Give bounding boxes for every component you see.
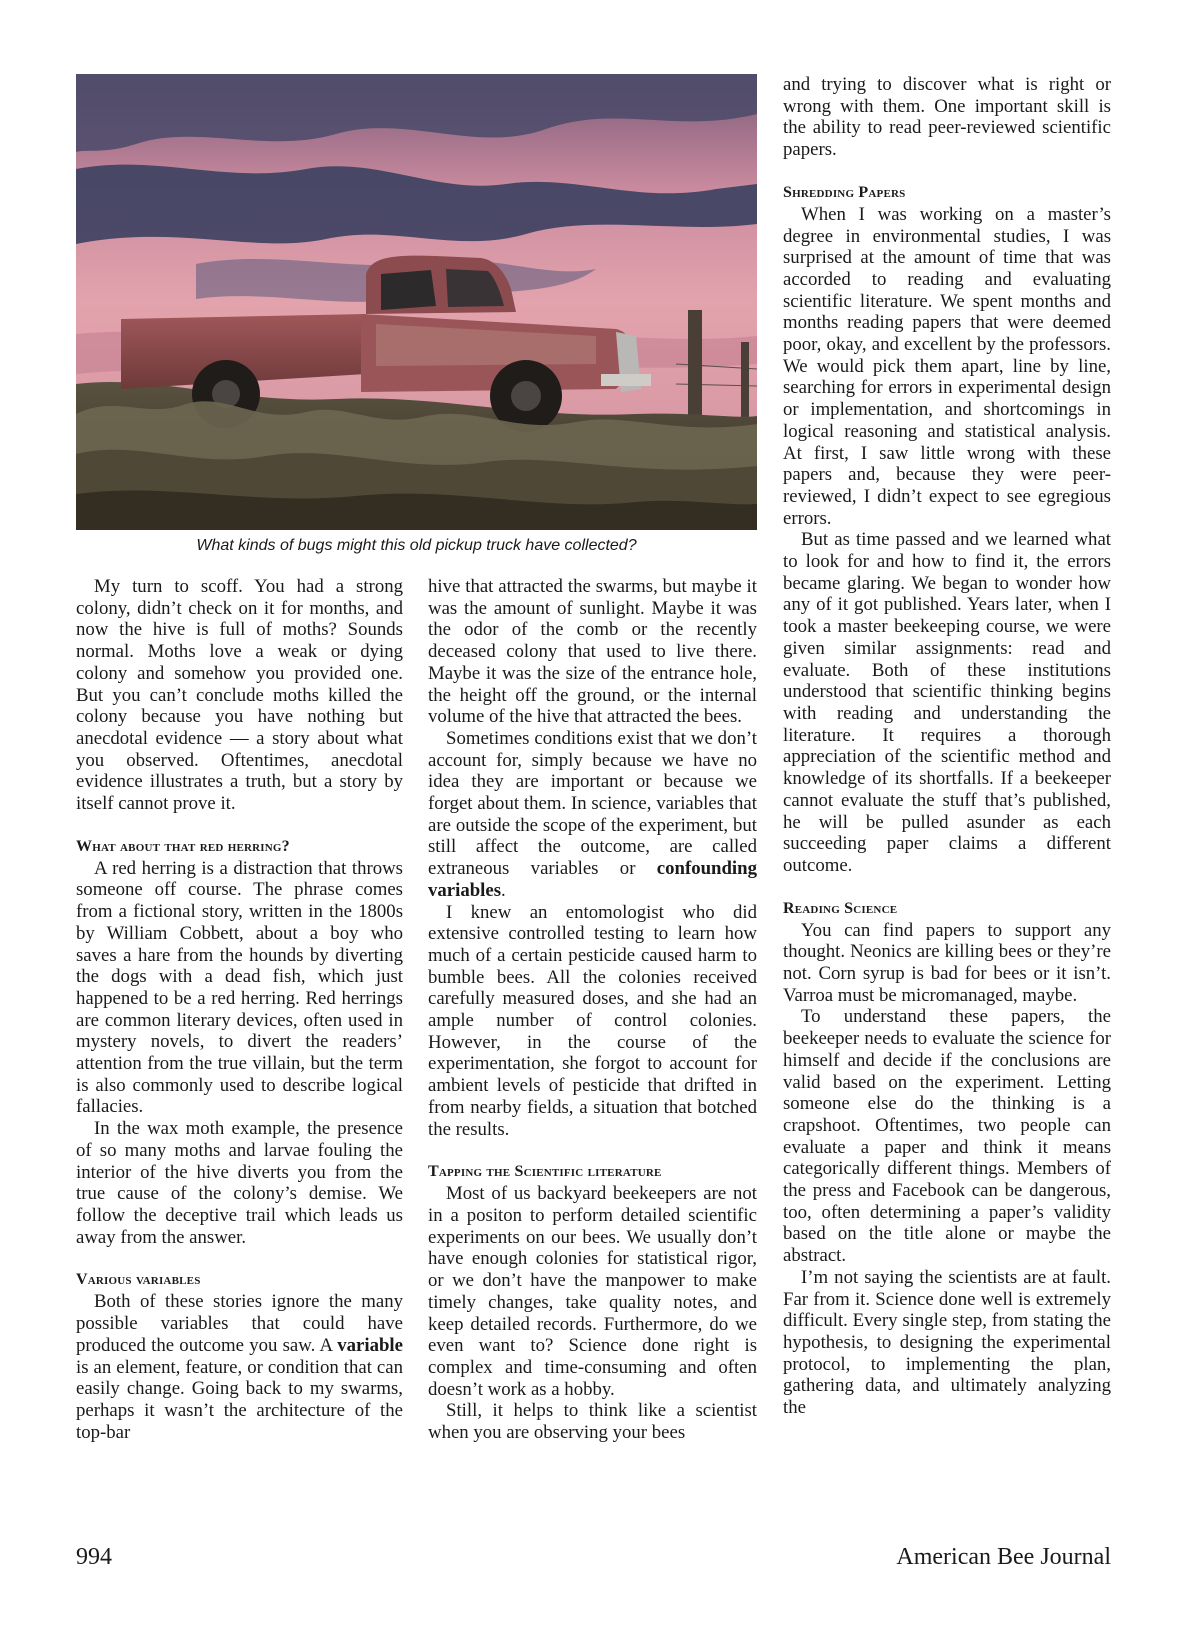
bold-term: variable	[337, 1334, 403, 1356]
bold-term: confounding variables	[428, 858, 757, 901]
paragraph: A red herring is a distraction that throws someone off course. The phrase comes from a fictional story, written in the 1800s by William Cobbett, about a boy who saves a hare from the hounds by diverting the dogs with a dead fish, which just happened to be a red herring. Red herrings are common literary devices, often used in mystery novels, to divert the readers’ attention from the true villain, but the term is also commonly used to describe logical fallacies.	[76, 857, 403, 1118]
section-heading: Reading Science	[783, 899, 898, 917]
section-heading: Shredding Papers	[783, 183, 906, 201]
paragraph: My turn to scoff. You had a strong colony, didn’t check on it for months, and now the hive is full of moths? Sounds normal. Moths love a weak or dying colony and somehow you provided one. But you can’t conclude moths killed the colony because you have nothing but anecdotal evidence — a story about what you observed. Oftentimes, anecdotal evidence illustrates a truth, but a story by itself cannot prove it.	[76, 576, 403, 815]
text-run: Sometimes conditions exist that we don’t account for, simply because we have no idea they are important or because we forget about them. In science, variables that are outside the scope of the experiment, but still affect the outcome, are called extraneous variables or	[428, 727, 757, 880]
text-run: is an element, feature, or condition that can easily change. Going back to my swarms, perhaps it wasn’t the architecture of the top-bar	[76, 1356, 403, 1443]
section-heading: Various variables	[76, 1271, 201, 1289]
text-run: Both of these stories ignore the many possible variables that could have produced the outcome you saw. A	[76, 1291, 403, 1356]
truck-photo	[76, 74, 757, 530]
paragraph: I’m not saying the scientists are at fault. Far from it. Science done well is extremely difficult. Every single step, from stating the hypothesis, to designing the experimental protocol, to implementing the plan, gathering data, and ultimately analyzing the	[783, 1266, 1111, 1419]
section-heading: What about that red herring?	[76, 837, 290, 855]
paragraph: hive that attracted the swarms, but maybe it was the amount of sunlight. Maybe it was the odor of the comb or the recently deceased colony that used to live there. Maybe it was the size of the entrance hole, the height off the ground, or the internal volume of the hive that attracted the bees.	[428, 576, 757, 728]
paragraph: I knew an entomologist who did extensive controlled testing to learn how much of a certain pesticide caused harm to bumble bees. All the colonies received carefully measured doses, and she had an ample number of control colonies. However, in the course of the experimentation, she forgot to account for ambient levels of pesticide that drifted in from nearby fields, a situation that botched the results.	[428, 901, 757, 1140]
paragraph	[76, 1291, 403, 1443]
paragraph: You can find papers to support any thought. Neonics are killing bees or they’re not. Corn syrup is bad for bees or it isn’t. Varroa must be micromanaged, maybe.	[783, 919, 1111, 1006]
journal-name: American Bee Journal	[896, 1544, 1111, 1570]
column-3	[783, 74, 1111, 1419]
paragraph	[428, 728, 757, 902]
paragraph: Most of us backyard beekeepers are not in a positon to perform detailed scientific experiments on our bees. We usually don’t have enough colonies for statistical rigor, or we don’t have the manpower to make timely changes, take quality notes, and keep detailed records. Furthermore, do we even want to? Science done right is complex and time-consuming and often doesn’t work as a hobby.	[428, 1183, 757, 1400]
truck-photo-image	[76, 74, 757, 530]
column-1	[76, 576, 403, 1443]
paragraph: Still, it helps to think like a scientist when you are observing your bees	[428, 1400, 757, 1444]
figure-caption: What kinds of bugs might this old pickup truck have collected?	[196, 537, 637, 554]
paragraph: In the wax moth example, the presence of so many moths and larvae fouling the interior of the hive diverts you from the true cause of the colony’s demise. We follow the deceptive trail which leads us away from the answer.	[76, 1118, 403, 1248]
column-2	[428, 576, 757, 1444]
section-heading: Tapping the Scientific literature	[428, 1163, 662, 1181]
paragraph: But as time passed and we learned what to look for and how to find it, the errors became glaring. We began to wonder how any of it got published. Years later, when I took a master beekeeping course, we were given similar assignments: read and evaluate. Both of these institutions understood that scientific thinking begins with reading and understanding the literature. It requires a thorough appreciation of the scientific method and knowledge of its shortfalls. If a beekeeper cannot evaluate the stuff that’s published, he will be pulled asunder as each succeeding paper claims a different outcome.	[783, 529, 1111, 876]
paragraph: When I was working on a master’s degree in environmental studies, I was surprised at the amount of time that was accorded to reading and evaluating scientific literature. We spent months and months reading papers that were deemed poor, okay, and excellent by the professors. We would pick them apart, line by line, searching for errors in experimental design or implementation, and shortcomings in logical reasoning and statistical analysis. At first, I saw little wrong with these papers and, because they were peer-reviewed, I didn’t expect to see egregious errors.	[783, 203, 1111, 529]
paragraph: and trying to discover what is right or wrong with them. One important skill is the ability to read peer-reviewed scientific papers.	[783, 74, 1111, 161]
page-number: 994	[76, 1544, 112, 1570]
paragraph: To understand these papers, the beekeeper needs to evaluate the science for himself and decide if the conclusions are valid based on the experiment. Letting someone else do the thinking is a crapshoot. Oftentimes, two people can evaluate a paper and think it means categorically different things. Members of the press and Facebook can be dangerous, too, often determining a paper’s validity based on the title alone or maybe the abstract.	[783, 1006, 1111, 1267]
text-run: .	[501, 879, 506, 901]
